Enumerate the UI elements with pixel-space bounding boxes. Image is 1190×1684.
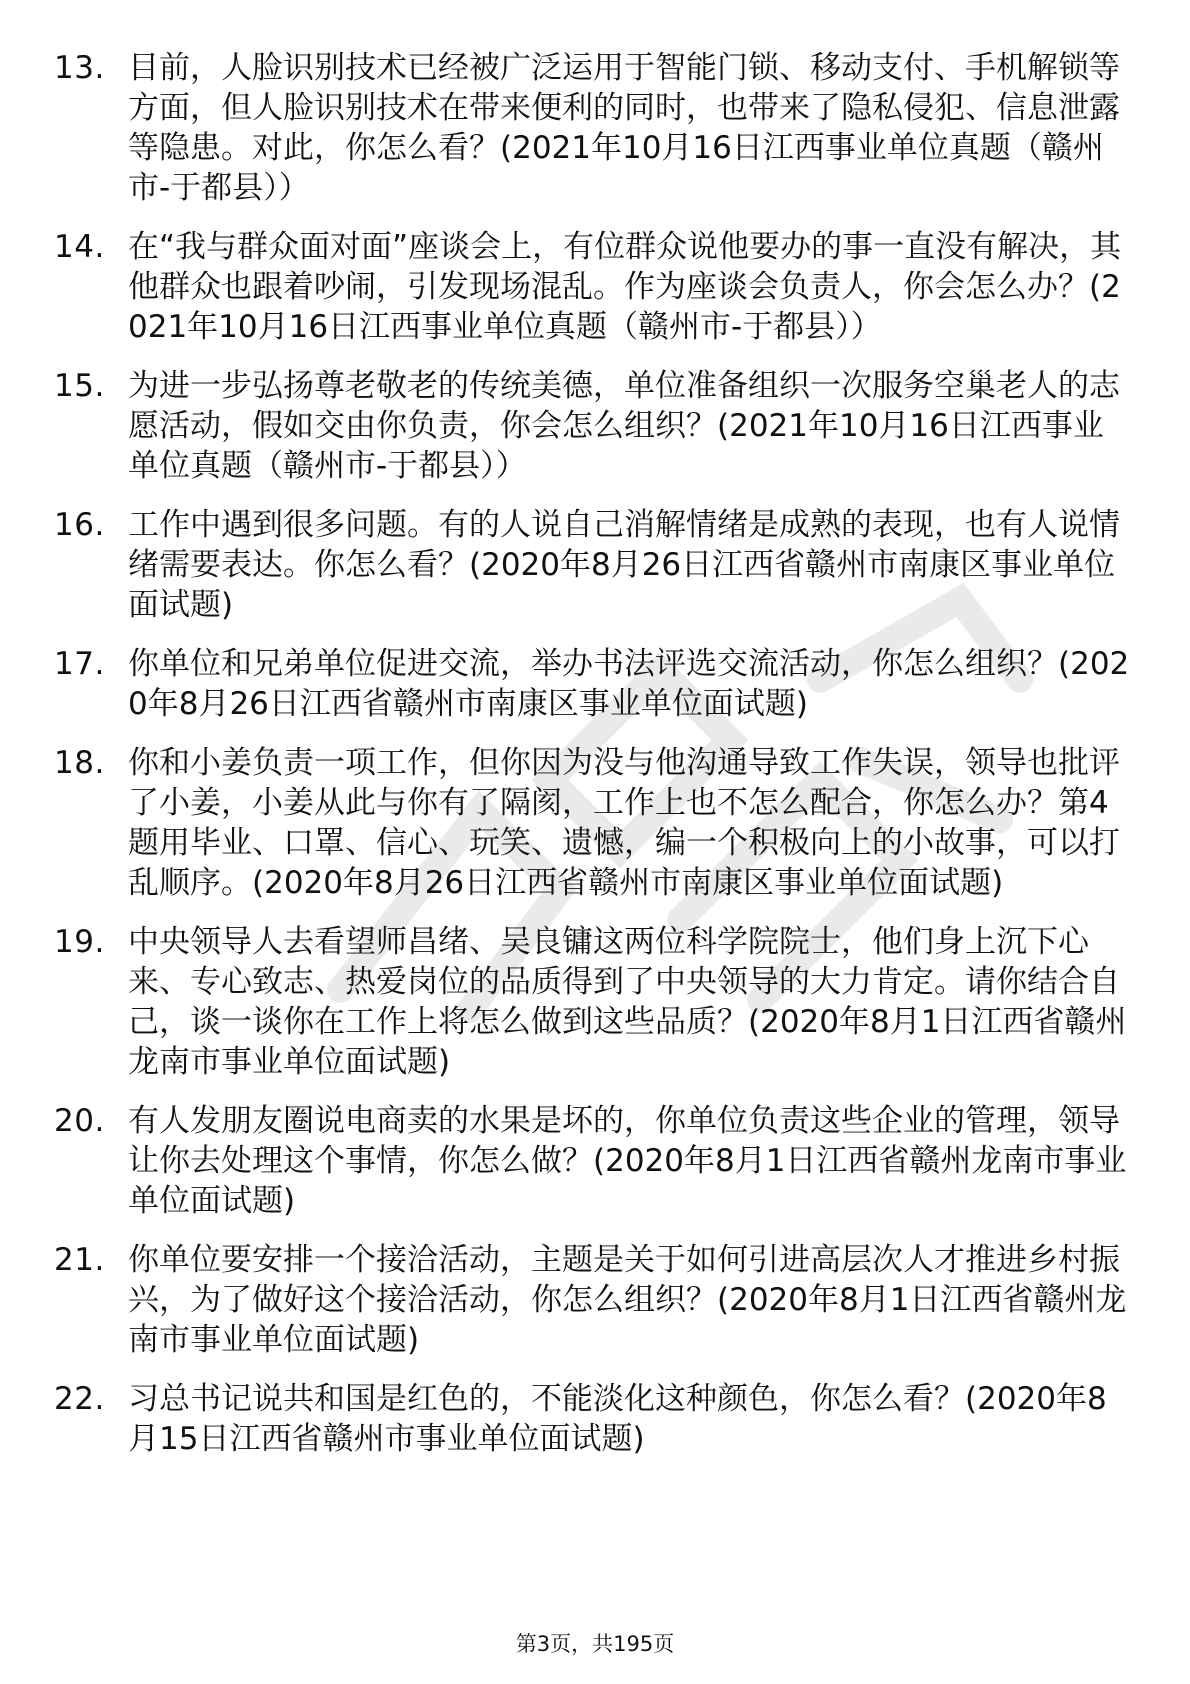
question-item	[54, 743, 1134, 903]
question-text: 有人发朋友圈说电商卖的水果是坏的，你单位负责这些企业的管理，领导让你去处理这个事情，你怎么做？(2020年8月1日江西省赣州龙南市事业单位面试题)	[128, 1103, 1127, 1219]
question-number: 22.	[54, 1381, 105, 1417]
question-number: 14.	[54, 229, 105, 265]
question-text: 目前，人脸识别技术已经被广泛运用于智能门锁、移动支付、手机解锁等方面，但人脸识别技术在带来便利的同时，也带来了隐私侵犯、信息泄露等隐患。对此，你怎么看？(2021年10月16日江西事业单位真题（赣州市-于都县））	[128, 50, 1120, 206]
question-item	[54, 48, 1134, 208]
question-number: 19.	[54, 924, 105, 960]
question-text: 你单位和兄弟单位促进交流，举办书法评选交流活动，你怎么组织？(2020年8月26日江西省赣州市南康区事业单位面试题)	[128, 646, 1130, 722]
question-item	[54, 644, 1134, 724]
page-indicator: 第3页，共195页	[515, 1632, 675, 1656]
question-number: 21.	[54, 1242, 105, 1278]
question-number: 15.	[54, 368, 105, 404]
question-text: 习总书记说共和国是红色的，不能淡化这种颜色，你怎么看？(2020年8月15日江西省赣州市事业单位面试题)	[128, 1381, 1107, 1457]
question-text: 工作中遇到很多问题。有的人说自己消解情绪是成熟的表现，也有人说情绪需要表达。你怎么看？(2020年8月26日江西省赣州市南康区事业单位面试题)	[128, 507, 1120, 623]
question-text: 为进一步弘扬尊老敬老的传统美德，单位准备组织一次服务空巢老人的志愿活动，假如交由你负责，你会怎么组织？(2021年10月16日江西事业单位真题（赣州市-于都县））	[128, 368, 1120, 484]
question-text: 在“我与群众面对面”座谈会上，有位群众说他要办的事一直没有解决，其他群众也跟着吵闹，引发现场混乱。作为座谈会负责人，你会怎么办？(2021年10月16日江西事业单位真题（赣州市-于都县））	[128, 229, 1122, 345]
question-item	[54, 1240, 1134, 1360]
question-item	[54, 1101, 1134, 1221]
question-number: 13.	[54, 50, 105, 86]
question-text: 你单位要安排一个接洽活动，主题是关于如何引进高层次人才推进乡村振兴，为了做好这个接洽活动，你怎么组织？(2020年8月1日江西省赣州龙南市事业单位面试题)	[128, 1242, 1127, 1358]
question-item	[54, 366, 1134, 486]
question-text: 你和小姜负责一项工作，但你因为没与他沟通导致工作失误，领导也批评了小姜，小姜从此与你有了隔阂，工作上也不怎么配合，你怎么办？第4题用毕业、口罩、信心、玩笑、遗憾，编一个积极向上的小故事，可以打乱顺序。(2020年8月26日江西省赣州市南康区事业单位面试题)	[128, 745, 1120, 901]
question-number: 18.	[54, 745, 105, 781]
question-number: 17.	[54, 646, 105, 682]
question-item	[54, 922, 1134, 1082]
question-list	[54, 48, 1134, 1478]
question-number: 16.	[54, 507, 105, 543]
question-item	[54, 227, 1134, 347]
question-text: 中央领导人去看望师昌绪、吴良镛这两位科学院院士，他们身上沉下心来、专心致志、热爱岗位的品质得到了中央领导的大力肯定。请你结合自己，谈一谈你在工作上将怎么做到这些品质？(2020年8月1日江西省赣州龙南市事业单位面试题)	[128, 924, 1127, 1080]
question-item	[54, 505, 1134, 625]
question-number: 20.	[54, 1103, 105, 1139]
question-item	[54, 1379, 1134, 1459]
